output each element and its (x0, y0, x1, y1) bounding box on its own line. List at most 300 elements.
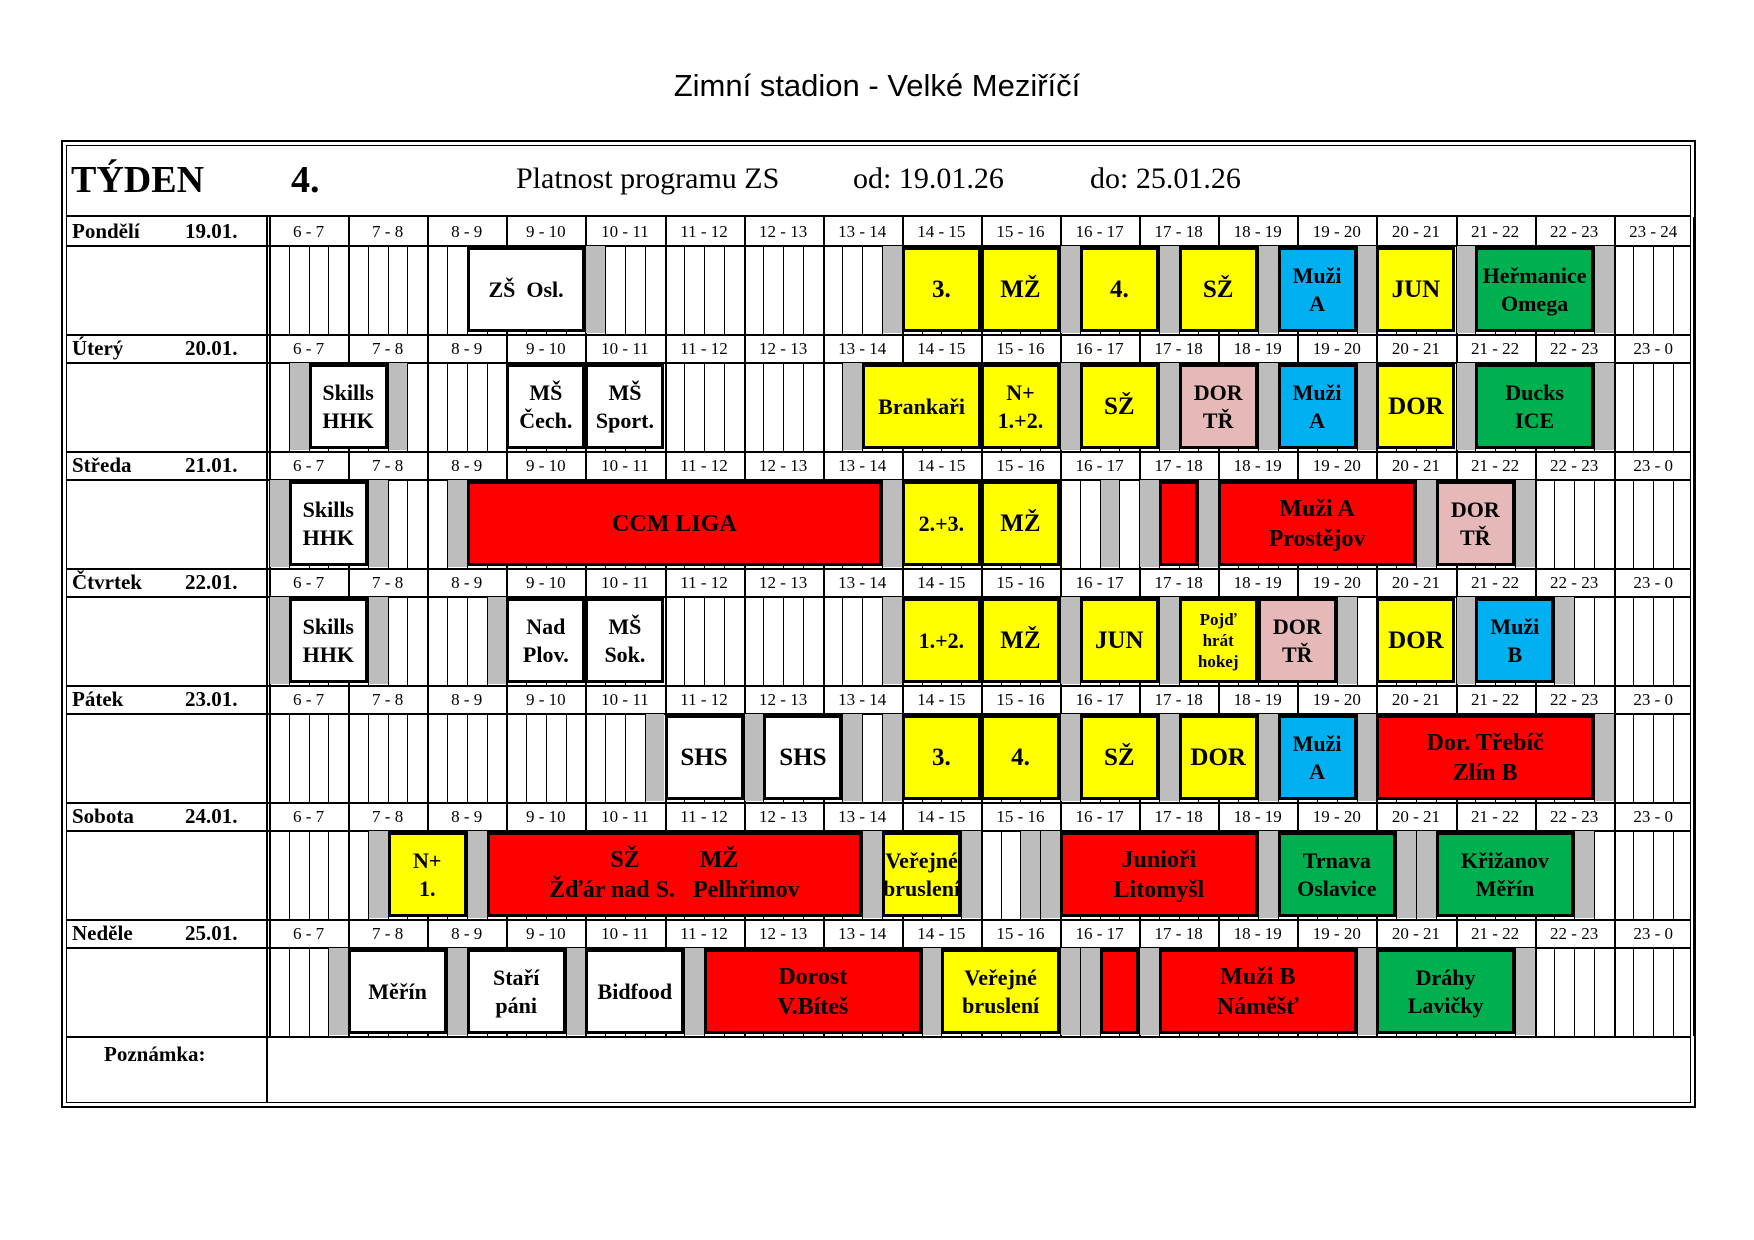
schedule-event: Skills HHK (289, 598, 368, 683)
hour-label: 18 - 19 (1233, 690, 1282, 709)
quarter-gridline (467, 713, 468, 802)
hour-label: 18 - 19 (1233, 339, 1282, 358)
resurfacing-block (329, 948, 348, 1035)
hour-label: 18 - 19 (1233, 222, 1282, 241)
resurfacing-block (1160, 714, 1179, 801)
resurfacing-block (1595, 363, 1614, 450)
resurfacing-block (586, 246, 605, 333)
day-name: Pondělí (72, 219, 140, 243)
resurfacing-block (1259, 246, 1278, 333)
hour-label: 16 - 17 (1075, 339, 1124, 358)
hour-label: 13 - 14 (838, 222, 887, 241)
resurfacing-block (1595, 714, 1614, 801)
hour-gridline (823, 217, 825, 334)
schedule-event: DOR TŘ (1179, 364, 1258, 449)
hour-label: 11 - 12 (680, 807, 728, 826)
valid-to: do: 25.01.26 (1090, 162, 1241, 195)
resurfacing-block (389, 363, 408, 450)
quarter-gridline (467, 362, 468, 451)
hour-gridline (744, 334, 746, 451)
quarter-gridline (842, 245, 843, 334)
schedule-event: Veřejné bruslení (941, 949, 1060, 1034)
resurfacing-block (1061, 597, 1080, 684)
resurfacing-block (1140, 480, 1159, 567)
hour-label: 17 - 18 (1154, 573, 1203, 592)
quarter-gridline (1673, 830, 1674, 919)
hour-label: 18 - 19 (1233, 573, 1282, 592)
hour-label: 13 - 14 (838, 807, 887, 826)
schedule-event: MŠ Čech. (506, 364, 585, 449)
hour-gridline (348, 217, 350, 334)
hour-label: 22 - 23 (1550, 456, 1599, 475)
hour-label: 6 - 7 (292, 339, 325, 358)
hour-label: 14 - 15 (917, 924, 966, 943)
hour-label: 9 - 10 (526, 924, 566, 943)
schedule-event: Dor. Třebíč Zlín B (1376, 715, 1594, 800)
quarter-gridline (862, 713, 863, 802)
resurfacing-block (1160, 246, 1179, 333)
quarter-gridline (625, 713, 626, 802)
resurfacing-block (1338, 597, 1357, 684)
schedule-event: SŽ (1179, 247, 1258, 332)
week-number: 4. (291, 159, 320, 201)
resurfacing-block (883, 480, 902, 567)
hour-label: 23 - 0 (1633, 924, 1674, 943)
quarter-gridline (1633, 245, 1634, 334)
quarter-gridline (487, 713, 488, 802)
quarter-gridline (645, 245, 646, 334)
hour-label: 8 - 9 (451, 807, 483, 826)
day-date: 20.01. (185, 336, 238, 360)
quarter-gridline (487, 362, 488, 451)
hour-gridline (1693, 802, 1695, 919)
hour-label: 12 - 13 (759, 339, 808, 358)
quarter-gridline (328, 830, 329, 919)
resurfacing-block (1259, 363, 1278, 450)
hour-label: 17 - 18 (1154, 807, 1203, 826)
schedule-event: 4. (981, 715, 1060, 800)
quarter-gridline (763, 596, 764, 685)
hour-label: 21 - 22 (1470, 339, 1520, 358)
schedule-event: MŽ (981, 598, 1060, 683)
quarter-gridline (1673, 245, 1674, 334)
hour-label: 20 - 21 (1391, 456, 1441, 475)
quarter-gridline (1653, 596, 1654, 685)
schedule-event: Dráhy Lavičky (1376, 949, 1514, 1034)
hour-label: 7 - 8 (372, 924, 404, 943)
quarter-gridline (684, 362, 685, 451)
hour-label: 23 - 0 (1633, 690, 1674, 709)
quarter-gridline (1119, 479, 1120, 568)
quarter-gridline (1633, 830, 1634, 919)
resurfacing-block (1160, 363, 1179, 450)
schedule-event: Muži A (1278, 364, 1357, 449)
hour-label: 18 - 19 (1233, 807, 1282, 826)
hour-gridline (744, 217, 746, 334)
day-date: 23.01. (185, 687, 238, 711)
quarter-gridline (1633, 362, 1634, 451)
resurfacing-block (1516, 948, 1535, 1035)
hour-label: 12 - 13 (759, 456, 808, 475)
resurfacing-block (1575, 831, 1594, 918)
schedule-event: JUN (1376, 247, 1455, 332)
hour-label: 17 - 18 (1154, 924, 1203, 943)
schedule-event: Junioři Litomyšl (1060, 832, 1258, 917)
quarter-gridline (1594, 479, 1595, 568)
schedule-event (1100, 949, 1140, 1034)
schedule-event: SHS (763, 715, 842, 800)
schedule-event: DOR (1179, 715, 1258, 800)
hour-label: 15 - 16 (996, 807, 1045, 826)
quarter-gridline (1554, 479, 1555, 568)
hour-gridline (665, 217, 667, 334)
page-title: Zimní stadion - Velké Meziříčí (673, 68, 1081, 103)
quarter-gridline (1574, 479, 1575, 568)
quarter-gridline (447, 245, 448, 334)
quarter-gridline (684, 596, 685, 685)
quarter-gridline (1653, 713, 1654, 802)
hour-label: 7 - 8 (372, 339, 404, 358)
resurfacing-block (1516, 480, 1535, 567)
hour-gridline (585, 685, 587, 802)
quarter-gridline (605, 713, 606, 802)
resurfacing-block (843, 714, 862, 801)
hour-gridline (1693, 334, 1695, 451)
resurfacing-block (1457, 597, 1476, 684)
resurfacing-block (1101, 480, 1120, 567)
quarter-gridline (368, 713, 369, 802)
hour-gridline (665, 334, 667, 451)
resurfacing-block (883, 246, 902, 333)
hour-label: 13 - 14 (838, 339, 887, 358)
hour-label: 10 - 11 (601, 924, 649, 943)
day-date: 22.01. (185, 570, 238, 594)
schedule-event: Pojď hrát hokej (1179, 598, 1258, 683)
quarter-gridline (625, 245, 626, 334)
hour-gridline (506, 685, 508, 802)
hour-label: 8 - 9 (451, 924, 483, 943)
resurfacing-block (646, 714, 665, 801)
quarter-gridline (1594, 596, 1595, 685)
resurfacing-block (488, 597, 507, 684)
hour-label: 21 - 22 (1470, 456, 1520, 475)
quarter-gridline (724, 596, 725, 685)
schedule-event: 2.+3. (902, 481, 981, 566)
resurfacing-block (468, 831, 487, 918)
resurfacing-block (1021, 831, 1040, 918)
resurfacing-block (270, 480, 289, 567)
quarter-gridline (1653, 947, 1654, 1036)
resurfacing-block (745, 714, 764, 801)
quarter-gridline (526, 713, 527, 802)
resurfacing-block (369, 480, 388, 567)
hour-gridline (823, 568, 825, 685)
hour-gridline (348, 685, 350, 802)
hour-label: 23 - 0 (1633, 456, 1674, 475)
schedule-event: Křižanov Měřín (1436, 832, 1574, 917)
schedule-event: Skills HHK (309, 364, 388, 449)
quarter-gridline (704, 362, 705, 451)
note-divider (67, 1036, 1690, 1038)
hour-label: 18 - 19 (1233, 456, 1282, 475)
resurfacing-block (1417, 831, 1436, 918)
quarter-gridline (309, 947, 310, 1036)
schedule-event: DOR (1376, 364, 1455, 449)
hour-label: 10 - 11 (601, 339, 649, 358)
quarter-gridline (388, 479, 389, 568)
schedule-event: CCM LIGA (467, 481, 882, 566)
resurfacing-block (1397, 831, 1416, 918)
schedule-event: N+ 1.+2. (981, 364, 1060, 449)
hour-label: 12 - 13 (759, 924, 808, 943)
resurfacing-block (843, 363, 862, 450)
hour-gridline (427, 334, 429, 451)
hour-gridline (665, 568, 667, 685)
hour-label: 6 - 7 (292, 690, 325, 709)
quarter-gridline (783, 596, 784, 685)
hour-label: 19 - 20 (1312, 924, 1361, 943)
quarter-gridline (1673, 947, 1674, 1036)
hour-gridline (1693, 685, 1695, 802)
schedule-event: JUN (1080, 598, 1159, 683)
hour-label: 16 - 17 (1075, 456, 1124, 475)
schedule-event: DOR TŘ (1436, 481, 1515, 566)
resurfacing-block (685, 948, 704, 1035)
quarter-gridline (1574, 596, 1575, 685)
hour-label: 9 - 10 (526, 222, 566, 241)
quarter-gridline (407, 362, 408, 451)
schedule-event: ZŠ Osl. (467, 247, 586, 332)
schedule-event (1159, 481, 1199, 566)
hour-gridline (427, 568, 429, 685)
quarter-gridline (1653, 830, 1654, 919)
hour-label: 15 - 16 (996, 690, 1045, 709)
resurfacing-block (1061, 246, 1080, 333)
resurfacing-block (1061, 714, 1080, 801)
resurfacing-block (1199, 480, 1218, 567)
hour-label: 11 - 12 (680, 690, 728, 709)
resurfacing-block (883, 714, 902, 801)
quarter-gridline (1001, 830, 1002, 919)
quarter-gridline (1574, 947, 1575, 1036)
schedule-event: SŽ (1080, 715, 1159, 800)
hour-gridline (269, 334, 271, 451)
schedule-event: MŽ (981, 481, 1060, 566)
hour-label: 8 - 9 (451, 456, 483, 475)
hour-gridline (1535, 919, 1537, 1036)
hour-label: 7 - 8 (372, 690, 404, 709)
hour-label: 14 - 15 (917, 222, 966, 241)
schedule-event: Muži A (1278, 715, 1357, 800)
quarter-gridline (605, 245, 606, 334)
quarter-gridline (1633, 947, 1634, 1036)
quarter-gridline (724, 362, 725, 451)
hour-label: 10 - 11 (601, 573, 649, 592)
schedule-event: SHS (665, 715, 744, 800)
schedule-event: Veřejné bruslení (882, 832, 961, 917)
schedule-event: N+ 1. (388, 832, 467, 917)
hour-label: 12 - 13 (759, 690, 808, 709)
schedule-event: MŽ (981, 247, 1060, 332)
hour-label: 16 - 17 (1075, 924, 1124, 943)
quarter-gridline (388, 245, 389, 334)
day-name: Sobota (72, 804, 134, 828)
quarter-gridline (467, 596, 468, 685)
quarter-gridline (783, 245, 784, 334)
quarter-gridline (1653, 245, 1654, 334)
schedule-event: Ducks ICE (1475, 364, 1594, 449)
quarter-gridline (1080, 479, 1081, 568)
hour-label: 7 - 8 (372, 807, 404, 826)
validity-label: Platnost programu ZS (516, 162, 780, 195)
hour-gridline (1693, 568, 1695, 685)
hour-label: 14 - 15 (917, 807, 966, 826)
schedule-event: Bidfood (585, 949, 684, 1034)
hour-label: 9 - 10 (526, 456, 566, 475)
day-name: Pátek (72, 687, 124, 711)
hour-label: 8 - 9 (451, 690, 483, 709)
hour-label: 13 - 14 (838, 924, 887, 943)
hour-label: 23 - 24 (1629, 222, 1678, 241)
hour-label: 18 - 19 (1233, 924, 1282, 943)
hour-label: 8 - 9 (451, 222, 483, 241)
hour-label: 6 - 7 (292, 573, 325, 592)
hour-label: 16 - 17 (1075, 690, 1124, 709)
hour-label: 7 - 8 (372, 573, 404, 592)
quarter-gridline (407, 713, 408, 802)
resurfacing-block (863, 831, 882, 918)
hour-gridline (1614, 919, 1616, 1036)
hour-gridline (1693, 451, 1695, 568)
hour-gridline (269, 919, 271, 1036)
hour-label: 22 - 23 (1550, 573, 1599, 592)
hour-label: 10 - 11 (601, 690, 649, 709)
quarter-gridline (704, 596, 705, 685)
hour-label: 20 - 21 (1391, 573, 1441, 592)
hour-label: 22 - 23 (1550, 690, 1599, 709)
hour-label: 9 - 10 (526, 807, 566, 826)
quarter-gridline (407, 596, 408, 685)
hour-label: 19 - 20 (1312, 222, 1361, 241)
hour-label: 6 - 7 (292, 924, 325, 943)
hour-gridline (269, 802, 271, 919)
quarter-gridline (1673, 596, 1674, 685)
hour-label: 13 - 14 (838, 456, 887, 475)
resurfacing-block (1061, 948, 1080, 1035)
quarter-gridline (447, 596, 448, 685)
quarter-gridline (1653, 362, 1654, 451)
hour-label: 16 - 17 (1075, 807, 1124, 826)
hour-label: 11 - 12 (680, 222, 728, 241)
hour-label: 11 - 12 (680, 924, 728, 943)
quarter-gridline (1594, 830, 1595, 919)
hour-gridline (1614, 802, 1616, 919)
hour-label: 22 - 23 (1550, 924, 1599, 943)
hour-label: 7 - 8 (372, 222, 404, 241)
hour-label: 6 - 7 (292, 807, 325, 826)
hour-label: 15 - 16 (996, 456, 1045, 475)
quarter-gridline (328, 713, 329, 802)
quarter-gridline (842, 596, 843, 685)
quarter-gridline (1673, 479, 1674, 568)
day-name: Čtvrtek (72, 570, 142, 594)
hour-gridline (427, 451, 429, 568)
day-name: Středa (72, 453, 132, 477)
hour-label: 19 - 20 (1312, 339, 1361, 358)
day-date: 24.01. (185, 804, 238, 828)
quarter-gridline (407, 479, 408, 568)
hour-label: 14 - 15 (917, 456, 966, 475)
hour-gridline (1060, 451, 1062, 568)
hour-label: 15 - 16 (996, 924, 1045, 943)
day-date: 25.01. (185, 921, 238, 945)
schedule-event: Muži B Náměšť (1159, 949, 1357, 1034)
schedule-event: Staří páni (467, 949, 566, 1034)
hour-gridline (1614, 217, 1616, 334)
hour-label: 15 - 16 (996, 222, 1045, 241)
resurfacing-block (1140, 948, 1159, 1035)
schedule-event: Muži A Prostějov (1218, 481, 1416, 566)
hour-label: 8 - 9 (451, 573, 483, 592)
hour-gridline (269, 685, 271, 802)
quarter-gridline (704, 245, 705, 334)
schedule-event: SŽ (1080, 364, 1159, 449)
hour-gridline (348, 802, 350, 919)
resurfacing-block (448, 480, 467, 567)
quarter-gridline (1357, 596, 1358, 685)
hour-label: 19 - 20 (1312, 456, 1361, 475)
hour-label: 12 - 13 (759, 573, 808, 592)
resurfacing-block (962, 831, 981, 918)
quarter-gridline (309, 830, 310, 919)
resurfacing-block (1417, 480, 1436, 567)
hour-label: 16 - 17 (1075, 573, 1124, 592)
hour-label: 14 - 15 (917, 690, 966, 709)
quarter-gridline (763, 362, 764, 451)
hour-label: 17 - 18 (1154, 339, 1203, 358)
hour-label: 23 - 0 (1633, 807, 1674, 826)
quarter-gridline (328, 245, 329, 334)
resurfacing-block (1457, 363, 1476, 450)
resurfacing-block (1555, 597, 1574, 684)
hour-label: 20 - 21 (1391, 690, 1441, 709)
hour-label: 17 - 18 (1154, 222, 1203, 241)
hour-label: 9 - 10 (526, 573, 566, 592)
quarter-gridline (407, 245, 408, 334)
quarter-gridline (803, 596, 804, 685)
hour-label: 6 - 7 (292, 456, 325, 475)
hour-label: 13 - 14 (838, 690, 887, 709)
resurfacing-block (883, 597, 902, 684)
header-divider (67, 215, 1690, 217)
schedule-event: Heřmanice Omega (1475, 247, 1594, 332)
schedule-event: SŽ MŽ Žďár nad S. Pelhřimov (487, 832, 863, 917)
hour-label: 11 - 12 (680, 456, 728, 475)
hour-gridline (1693, 217, 1695, 334)
day-name: Neděle (72, 921, 133, 945)
hour-gridline (1614, 568, 1616, 685)
resurfacing-block (1081, 948, 1100, 1035)
hour-label: 12 - 13 (759, 807, 808, 826)
hour-label: 20 - 21 (1391, 339, 1441, 358)
quarter-gridline (862, 596, 863, 685)
quarter-gridline (803, 245, 804, 334)
label-column-divider (266, 217, 268, 1103)
schedule-event: Nad Plov. (506, 598, 585, 683)
hour-label: 21 - 22 (1470, 573, 1520, 592)
hour-label: 15 - 16 (996, 339, 1045, 358)
hour-label: 17 - 18 (1154, 690, 1203, 709)
